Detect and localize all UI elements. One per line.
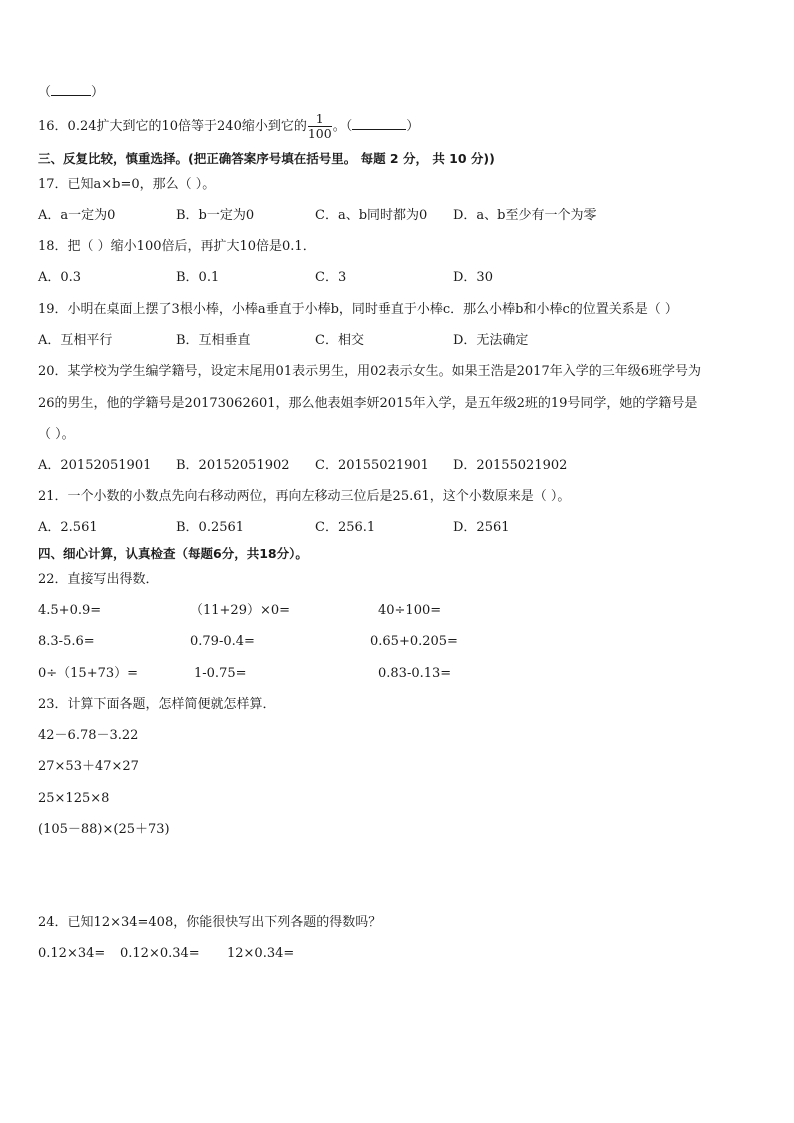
q22-item: 0.79-0.4= [190, 634, 255, 649]
q18-option-c[interactable]: C．3 [315, 270, 347, 285]
q16-fraction [308, 112, 332, 141]
question-24-stem: 24．已知12×34=408，你能很快写出下列各题的得数吗？ [38, 915, 382, 930]
q16-blank-line[interactable] [352, 116, 406, 130]
q16-numerator: 1 [308, 112, 332, 127]
question-18-stem: 18．把（ ）缩小100倍后，再扩大10倍是0.1． [38, 239, 316, 254]
question-23-stem: 23．计算下面各题，怎样简便就怎样算． [38, 697, 276, 712]
question-20-line-2: 26的男生，他的学籍号是20173062601，那么他表姐李妍2015年入学，是五年级2班的19号同学，她的学籍号是 [38, 396, 698, 411]
q24-item: 0.12×0.34= [120, 946, 200, 961]
question-17-stem: 17．已知a×b=0，那么（ ）。 [38, 177, 216, 192]
q19-option-d[interactable]: D．无法确定 [453, 333, 529, 348]
q22-item: 1-0.75= [194, 666, 247, 681]
q21-option-b[interactable]: B．0.2561 [176, 520, 245, 535]
q24-item: 12×0.34= [227, 946, 295, 961]
q20-option-c[interactable]: C．20155021901 [315, 458, 429, 473]
question-16 [38, 112, 419, 141]
q17-option-d[interactable]: D．a、b至少有一个为零 [453, 208, 597, 223]
question-20-line-1: 20．某学校为学生编学籍号，设定末尾用01表示男生，用02表示女生。如果王浩是2017年入学的三年级6班学号为 [38, 364, 701, 379]
q22-item: 0.83-0.13= [378, 666, 452, 681]
q23-item: 42－6.78－3.22 [38, 728, 139, 743]
q15-open-paren: （ [38, 85, 52, 100]
question-21-stem: 21．一个小数的小数点先向右移动两位，再向左移动三位后是25.61，这个小数原来是（ ）。 [38, 489, 571, 504]
q23-item: (105－88)×(25＋73) [38, 822, 170, 837]
q21-option-a[interactable]: A．2.561 [38, 520, 98, 535]
q16-denominator: 100 [307, 126, 332, 141]
q16-suffix-close: ） [406, 119, 420, 134]
q22-item: （11+29）×0= [190, 603, 291, 618]
section-3-title: 三、反复比较，慎重选择。(把正确答案序号填在括号里。 每题 2 分， 共 10 分)) [38, 151, 495, 166]
q16-prefix: 16．0.24扩大到它的10倍等于240缩小到它的 [38, 119, 307, 134]
section-4-title: 四、细心计算，认真检查（每题6分，共18分）。 [38, 546, 308, 561]
q20-option-d[interactable]: D．20155021902 [453, 458, 568, 473]
q17-option-b[interactable]: B．b一定为0 [176, 208, 255, 223]
q19-option-b[interactable]: B．互相垂直 [176, 333, 251, 348]
q19-option-c[interactable]: C．相交 [315, 333, 364, 348]
q23-item: 27×53＋47×27 [38, 759, 139, 774]
q17-option-a[interactable]: A．a一定为0 [38, 208, 116, 223]
question-20-line-3: （ ）。 [38, 427, 75, 442]
q18-option-a[interactable]: A．0.3 [38, 270, 82, 285]
q20-option-a[interactable]: A．20152051901 [38, 458, 152, 473]
q22-item: 0.65+0.205= [370, 634, 458, 649]
q15-close-paren: ） [91, 85, 105, 100]
q15-answer-blank [38, 82, 104, 102]
q20-option-b[interactable]: B．20152051902 [176, 458, 290, 473]
q15-blank-line[interactable] [51, 82, 91, 96]
q22-item: 40÷100= [378, 603, 442, 618]
q18-option-b[interactable]: B．0.1 [176, 270, 220, 285]
q19-option-a[interactable]: A．互相平行 [38, 333, 113, 348]
q17-option-c[interactable]: C．a、b同时都为0 [315, 208, 428, 223]
q22-item: 4.5+0.9= [38, 603, 102, 618]
q21-option-c[interactable]: C．256.1 [315, 520, 376, 535]
q23-item: 25×125×8 [38, 791, 110, 806]
question-19-stem: 19．小明在桌面上摆了3根小棒，小棒a垂直于小棒b，同时垂直于小棒c．那么小棒b和小棒c的位置关系是（ ） [38, 302, 678, 317]
q22-item: 8.3-5.6= [38, 634, 95, 649]
q21-option-d[interactable]: D．2561 [453, 520, 510, 535]
question-22-stem: 22．直接写出得数． [38, 572, 159, 587]
q18-option-d[interactable]: D．30 [453, 270, 493, 285]
q16-suffix-open: 。（ [332, 119, 353, 134]
q22-item: 0÷（15+73）= [38, 666, 139, 681]
q24-item: 0.12×34= [38, 946, 106, 961]
